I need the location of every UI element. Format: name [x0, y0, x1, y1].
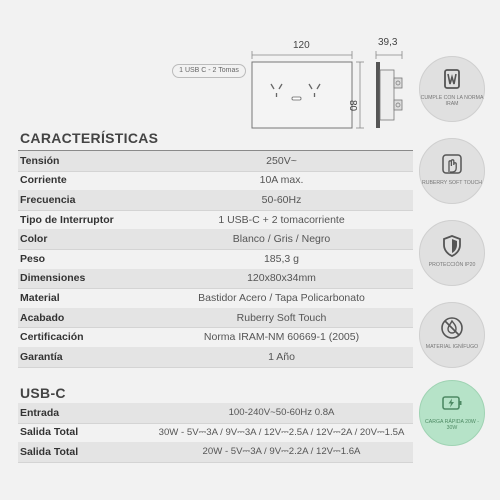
model-tag: 1 USB C - 2 Tomas	[172, 64, 246, 78]
badge-soft-touch	[419, 138, 485, 204]
row-label: Tensión	[20, 154, 60, 167]
fast-charge-icon	[440, 391, 464, 415]
row-value: Bastidor Acero / Tapa Policarbonato	[198, 291, 365, 304]
row-label: Tipo de Interruptor	[20, 213, 114, 226]
row-label: Corriente	[20, 174, 67, 187]
badge-caption: CUMPLE CON LA NORMA IRAM	[420, 95, 484, 107]
row-label: Acabado	[20, 311, 65, 324]
table-row	[18, 269, 413, 290]
table-row	[18, 229, 413, 250]
row-value: 250V~	[266, 154, 297, 167]
row-value: 1 USB-C + 2 tomacorriente	[218, 213, 345, 226]
row-label: Garantía	[20, 350, 63, 363]
row-value: Norma IRAM-NM 60669-1 (2005)	[203, 331, 360, 344]
badge-fast-charge	[419, 380, 485, 446]
height-dimension: 80	[347, 100, 358, 112]
table-row	[18, 190, 413, 211]
badge-fireproof	[419, 302, 485, 368]
row-value: Blanco / Gris / Negro	[232, 233, 331, 246]
row-label: Dimensiones	[20, 272, 86, 285]
row-value: 100-240V~50-60Hz 0.8A	[228, 407, 335, 419]
table-row	[18, 327, 413, 348]
table-row	[18, 347, 413, 368]
table-row	[18, 403, 413, 424]
table-row	[18, 249, 413, 270]
characteristics-title: CARACTERÍSTICAS	[20, 130, 159, 146]
iram-icon	[440, 67, 464, 91]
row-value: 185,3 g	[263, 252, 300, 265]
row-value: 50-60Hz	[261, 193, 302, 206]
row-label: Frecuencia	[20, 193, 76, 206]
shield-icon	[440, 234, 464, 258]
row-label: Entrada	[20, 406, 60, 419]
row-label: Material	[20, 291, 60, 304]
badge-ip20	[419, 220, 485, 286]
dimension-drawing	[0, 0, 500, 135]
table-row	[18, 151, 413, 172]
soft-touch-icon	[440, 152, 464, 176]
badge-caption: MATERIAL IGNÍFUGO	[425, 344, 479, 350]
table-row	[18, 442, 413, 463]
row-value: 1 Año	[268, 350, 295, 363]
fireproof-icon	[440, 316, 464, 340]
usbc-title: USB-C	[20, 385, 66, 401]
table-row	[18, 288, 413, 309]
table-row	[18, 210, 413, 231]
row-value: 120x80x34mm	[247, 272, 316, 285]
row-label: Certificación	[20, 331, 84, 344]
badge-caption: PROTECCIÓN IP20	[428, 262, 476, 268]
row-value: Ruberry Soft Touch	[236, 311, 327, 324]
badge-iram	[419, 56, 485, 122]
row-value: 20W - 5V⎓3A / 9V⎓2.2A / 12V⎓1.6A	[202, 446, 361, 458]
depth-dimension: 39,3	[378, 37, 398, 48]
row-value: 30W - 5V⎓3A / 9V⎓3A / 12V⎓2.5A / 12V⎓2A / 20V⎓1.5A	[158, 426, 405, 438]
row-value: 10A max.	[259, 174, 304, 187]
badge-caption: CARGA RÁPIDA 20W - 30W	[425, 419, 479, 431]
table-row	[18, 171, 413, 192]
table-row	[18, 423, 413, 444]
row-label: Salida Total	[20, 445, 79, 458]
badge-caption: RUBERRY SOFT TOUCH	[421, 180, 483, 186]
width-dimension: 120	[293, 40, 310, 51]
row-label: Peso	[20, 252, 46, 265]
table-row	[18, 308, 413, 329]
row-label: Color	[20, 233, 48, 246]
row-label: Salida Total	[20, 426, 79, 439]
